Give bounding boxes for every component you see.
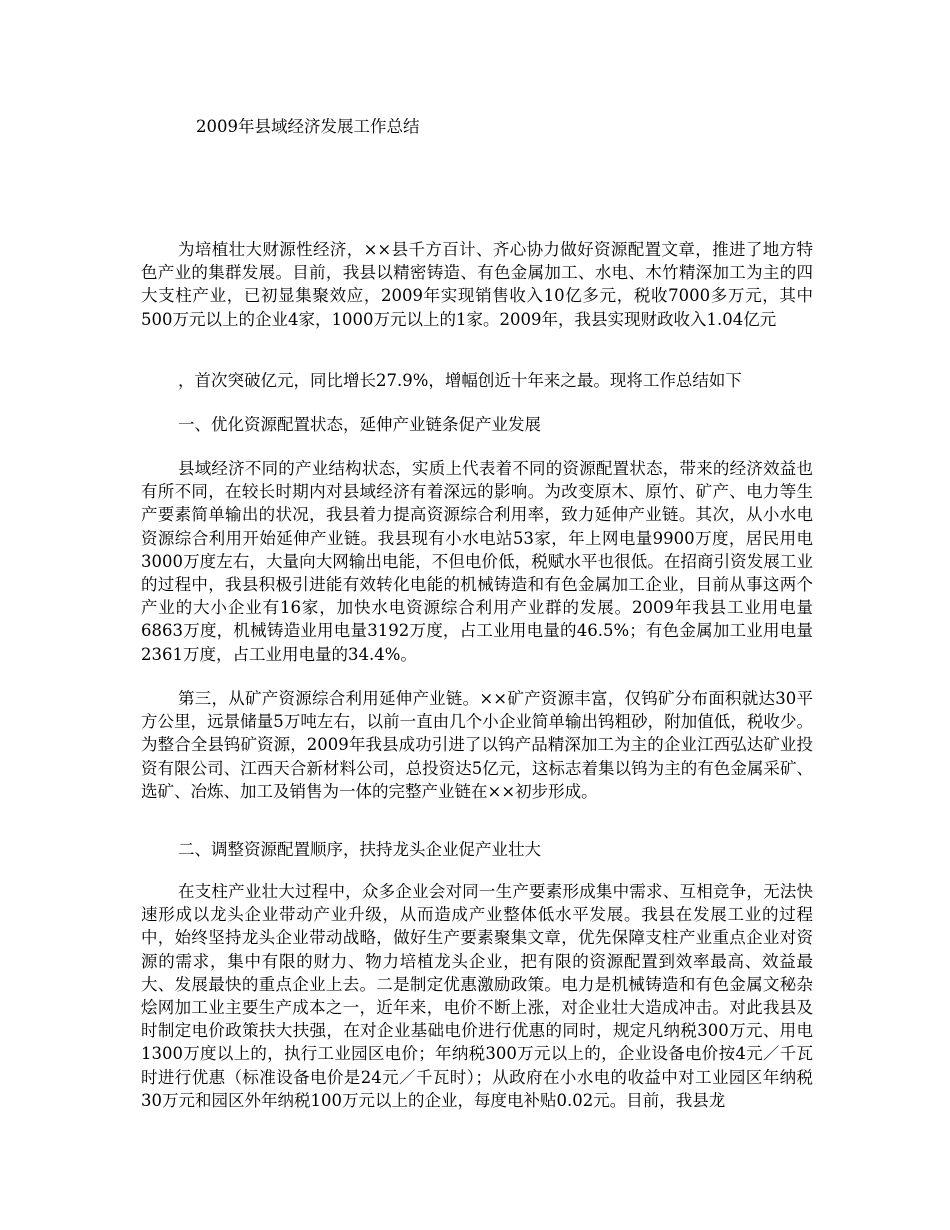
section-heading-1: 一、优化资源配置状态，延伸产业链条促产业发展 — [178, 415, 541, 434]
paragraph-intro: 为培植壮大财源性经济，××县千方百计、齐心协力做好资源配置文章，推进了地方特色产业的集群发展。目前，我县以精密铸造、有色金属加工、水电、木竹精深加工为主的四大支柱产业，已初显集聚效应，2009年实现销售收入10亿多元，税收7000多万元，其中500万元以上的企业4家，1000万元以上的1家。2009年，我县实现财政收入1.04亿元 — [141, 240, 813, 329]
paragraph-section-2: 在支柱产业壮大过程中，众多企业会对同一生产要素形成集中需求、互相竞争，无法快速形成以龙头企业带动产业升级，从而造成产业整体低水平发展。我县在发展工业的过程中，始终坚持龙头企业带动战略，做好生产要素聚集文章，优先保障支柱产业重点企业对资源的需求，集中有限的财力、物力培植龙头企业，把有限的资源配置到效率最高、效益最大、发展最快的重点企业上去。二是制定优惠激励政策。电力是机械铸造和有色金属文秘杂烩网加工业主要生产成本之一，近年来，电价不断上涨，对企业壮大造成冲击。对此我县及时制定电价政策扶大扶强，在对企业基础电价进行优惠的同时，规定凡纳税300万元、用电1300万度以上的，执行工业园区电价；年纳税300万元以上的，企业设备电价按4元／千瓦时进行优惠（标准设备电价是24元／千瓦时）；从政府在小水电的收益中对工业园区年纳税30万元和园区外年纳税100万元以上的企业，每度电补贴0.02元。目前，我县龙 — [141, 882, 813, 1110]
document-title: 2009年县域经济发展工作总结 — [196, 117, 420, 136]
paragraph-intro-continued: ，首次突破亿元，同比增长27.9%，增幅创近十年来之最。现将工作总结如下 — [178, 371, 742, 390]
paragraph-section-1: 县域经济不同的产业结构状态，实质上代表着不同的资源配置状态，带来的经济效益也有所不同，在较长时期内对县域经济有着深远的影响。为改变原木、原竹、矿产、电力等生产要素简单输出的状况，我县着力提高资源综合利用率，致力延伸产业链。其次，从小水电资源综合利用开始延伸产业链。我县现有小水电站53家，年上网电量9900万度，居民用电3000万度左右，大量向大网输出电能，不但电价低，税赋水平也很低。在招商引资发展工业的过程中，我县积极引进能有效转化电能的机械铸造和有色金属加工企业，目前从事这两个产业的大小企业有16家，加快水电资源综合利用产业群的发展。2009年我县工业用电量6863万度，机械铸造业用电量3192万度，占工业用电量的46.5%；有色金属加工业用电量2361万度，占工业用电量的34.4%。 — [141, 459, 813, 664]
section-heading-2: 二、调整资源配置顺序，扶持龙头企业促产业壮大 — [178, 840, 541, 859]
paragraph-mineral-resources: 第三，从矿产资源综合利用延伸产业链。××矿产资源丰富，仅钨矿分布面积就达30平方公里，远景储量5万吨左右，以前一直由几个小企业简单输出钨粗砂，附加值低，税收少。为整合全县钨矿资源，2009年我县成功引进了以钨产品精深加工为主的企业江西弘达矿业投资有限公司、江西天合新材料公司，总投资达5亿元，这标志着集以钨为主的有色金属采矿、选矿、冶炼、加工及销售为一体的完整产业链在××初步形成。 — [141, 689, 813, 801]
